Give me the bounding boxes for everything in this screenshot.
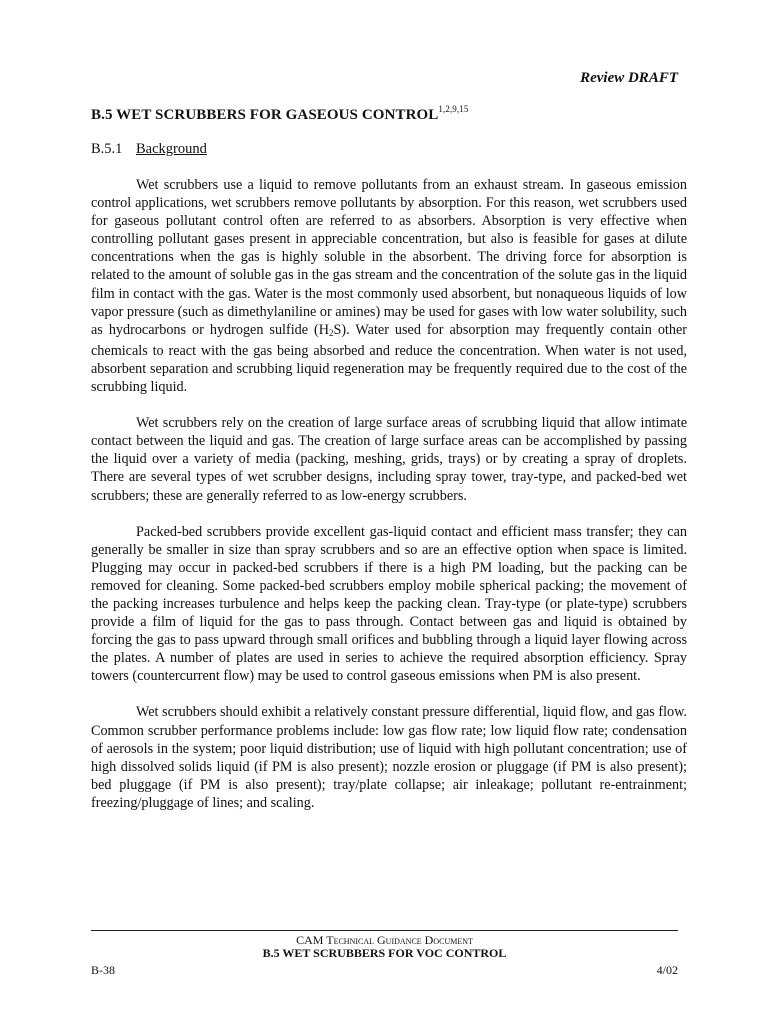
footer-section-title: B.5 WET SCRUBBERS FOR VOC CONTROL xyxy=(262,946,507,960)
paragraph-3: Packed-bed scrubbers provide excellent gas-liquid contact and efficient mass transfer; they can generally be smaller in size than spray scrubbers and so are an effective option when space is limited. Plugging may occur in packed-bed scrubbers if there is a high PM loading, but the packing can be removed for cleaning. Some packed-bed scrubbers employ mobile spherical packing; the movement of the packing increases turbulence and helps keep the packing clean. Tray-type (or plate-type) scrubbers provide a film of liquid for the gas to pass through. Contact between gas and liquid is obtained by forcing the gas to pass upward through small orifices and bubbling through a liquid layer flowing across the plates. A number of plates are used in series to achieve the required absorption efficiency. Spray towers (countercurrent flow) may be used to control gaseous emissions when PM is also present. xyxy=(91,523,687,685)
subsection-number: B.5.1 xyxy=(91,141,123,157)
h2s-subscript: 2 xyxy=(329,327,334,338)
subsection-heading xyxy=(91,141,207,158)
section-references: 1,2,9,15 xyxy=(438,104,469,114)
footer-date: 4/02 xyxy=(656,963,678,977)
paragraph-1-part-b: S). Water used for absorption may frequently contain other chemicals to react with the gas being absorbed and reduce the concentration. When water is not used, absorbent separation and scrubbing liquid regeneration may be frequently required due to the cost of the scrubbing liquid. xyxy=(91,321,687,396)
section-title: B.5 WET SCRUBBERS FOR GASEOUS CONTROL xyxy=(91,107,439,123)
section-heading xyxy=(91,104,468,124)
footer-document-title: CAM Technical Guidance Document xyxy=(296,933,473,947)
footer-page-number: B-38 xyxy=(91,963,115,977)
paragraph-1-part-a: Wet scrubbers use a liquid to remove pollutants from an exhaust stream. In gaseous emission control applications, wet scrubbers remove pollutants by absorption. For this reason, wet scrubbers used for gaseous pollutant control often are referred to as absorbers. Absorption is very effective when controlling pollutant gases present in appreciable concentration, but also is feasible for gases at dilute concentrations when the gas is highly soluble in the absorbent. The driving force for absorption is related to the amount of soluble gas in the gas stream and the concentration of the solute gas in the liquid film in contact with the gas. Water is the most commonly used absorbent, but nonaqueous liquids of low vapor pressure (such as dimethylaniline or amines) may be used for gases with low water solubility, such as hydrocarbons or hydrogen sulfide (H xyxy=(91,177,687,338)
footer-divider xyxy=(91,930,678,931)
paragraph-4: Wet scrubbers should exhibit a relatively constant pressure differential, liquid flow, and gas flow. Common scrubber performance problems include: low gas flow rate; low liquid flow rate; condensation of aerosols in the system; poor liquid distribution; use of liquid with high pollutant concentration; use of high dissolved solids liquid (if PM is also present); nozzle erosion or pluggage (if PM is also present); bed pluggage (if PM is also present); tray/plate collapse; air inleakage; pollutant re-entrainment; freezing/pluggage of lines; and scaling. xyxy=(91,704,687,811)
body-text xyxy=(91,176,687,830)
review-draft-label: Review DRAFT xyxy=(580,70,678,86)
subsection-title: Background xyxy=(136,141,207,157)
paragraph-2: Wet scrubbers rely on the creation of large surface areas of scrubbing liquid that allow intimate contact between the liquid and gas. The creation of large surface areas can be accomplished by passing the liquid over a variety of media (packing, meshing, grids, trays) or by creating a spray of droplets. There are several types of wet scrubber designs, including spray tower, tray-type, and packed-bed wet scrubbers; these are generally referred to as low-energy scrubbers. xyxy=(91,415,687,504)
paragraph-1 xyxy=(91,176,687,396)
